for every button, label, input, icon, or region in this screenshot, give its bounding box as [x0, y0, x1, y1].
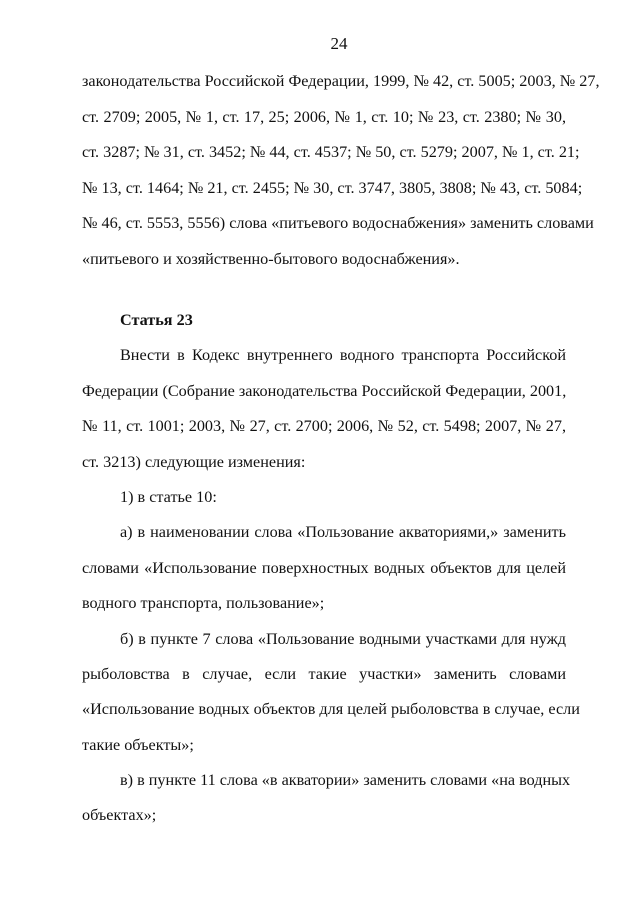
text-line: рыболовства в случае, если такие участки» заменить словами — [82, 664, 566, 683]
text-line: водного транспорта, пользование»; — [82, 594, 325, 613]
text-line: «питьевого и хозяйственно-бытового водоснабжения». — [82, 249, 460, 268]
text-line: № 13, ст. 1464; № 21, ст. 2455; № 30, ст. 3747, 3805, 3808; № 43, ст. 5084; — [82, 178, 583, 197]
page-number: 24 — [330, 34, 348, 53]
text-line: ст. 3213) следующие изменения: — [82, 452, 306, 471]
text-line: «Использование водных объектов для целей рыболовства в случае, если — [82, 700, 580, 719]
text-line: Внести в Кодекс внутреннего водного транспорта Российской — [120, 346, 566, 365]
text-line: ст. 3287; № 31, ст. 3452; № 44, ст. 4537; № 50, ст. 5279; 2007, № 1, ст. 21; — [82, 143, 580, 162]
text-line: объектах»; — [82, 806, 157, 825]
text-line: словами «Использование поверхностных водных объектов для целей — [82, 558, 566, 577]
text-line: ст. 2709; 2005, № 1, ст. 17, 25; 2006, № 1, ст. 10; № 23, ст. 2380; № 30, — [82, 107, 566, 126]
sub-item-b: б) в пункте 7 слова «Пользование водными участками для нужд — [120, 629, 566, 648]
continuation-paragraph — [82, 64, 600, 278]
text-line: № 11, ст. 1001; 2003, № 27, ст. 2700; 2006, № 52, ст. 5498; 2007, № 27, — [82, 417, 566, 436]
sub-item-a: а) в наименовании слова «Пользование акваториями,» заменить — [120, 523, 566, 542]
text-line: Федерации (Собрание законодательства Российской Федерации, 2001, — [82, 381, 567, 400]
text-line: № 46, ст. 5553, 5556) слова «питьевого водоснабжения» заменить словами — [82, 214, 594, 233]
text-line: законодательства Российской Федерации, 1999, № 42, ст. 5005; 2003, № 27, — [82, 72, 600, 90]
text-line: такие объекты»; — [82, 735, 194, 754]
article-23 — [82, 303, 580, 834]
sub-item-v: в) в пункте 11 слова «в акватории» заменить словами «на водных — [120, 771, 571, 790]
list-item-1: 1) в статье 10: — [120, 487, 217, 506]
article-heading: Статья 23 — [120, 311, 193, 329]
